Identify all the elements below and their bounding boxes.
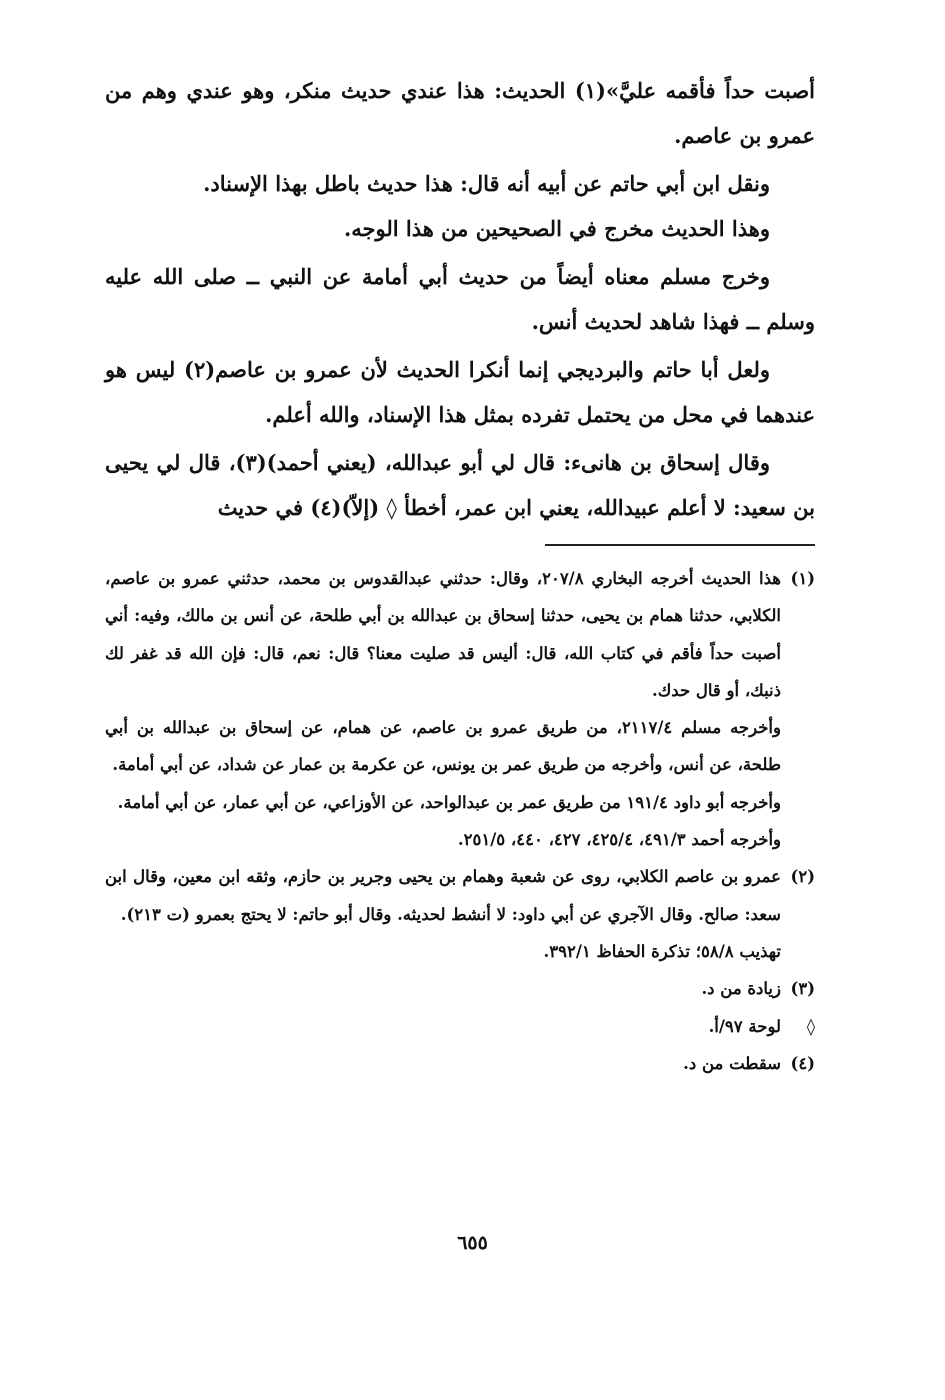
footnote-number: (٣)	[790, 979, 815, 999]
footnote-text: هذا الحديث أخرجه البخاري ٢٠٧/٨، وقال: حدثني عبدالقدوس بن محمد، حدثني عمرو بن عاصم، الكلابي، حدثنا همام بن يحيى، حدثنا إسحاق بن عبدالله بن أبي طلحة، عن أنس بن مالك، وفيه: أني أصبت حداً فأقم في كتاب الله، قال: أليس قد صليت معنا؟ قال: نعم، قال: فإن الله قد غفر لك ذنبك، أو قال حدك.	[105, 569, 781, 700]
paragraph: وخرج مسلم معناه أيضاً من حديث أبي أمامة عن النبي ــ صلى الله عليه وسلم ــ فهذا شاهد لحديث أنس.	[105, 264, 815, 334]
footnote-body	[105, 1008, 781, 1045]
footnote-3	[105, 970, 815, 1007]
footnote-page-marker	[105, 1008, 815, 1045]
footnote-text: سقطت من د.	[683, 1053, 781, 1073]
footnotes	[105, 560, 815, 1082]
footnote-body	[105, 858, 781, 970]
footnote-separator	[105, 530, 815, 560]
footnote-body	[105, 970, 781, 1007]
footnote-text: لوحة ٩٧/أ.	[708, 1016, 781, 1036]
footnote-number: (١)	[790, 569, 815, 588]
footnote-text: وأخرجه أحمد ٤٩١/٣، ٤٢٥/٤، ٤٢٧، ٤٤٠، ٢٥١/٥.	[457, 830, 781, 850]
footnote-body	[105, 1045, 781, 1082]
footnote-number: (٢)	[790, 867, 815, 887]
paragraph: ونقل ابن أبي حاتم عن أبيه أنه قال: هذا حديث باطل بهذا الإسناد.	[203, 171, 770, 196]
footnote-text: عمرو بن عاصم الكلابي، روى عن شعبة وهمام بن يحيى وجرير بن حازم، وثقه ابن معين، وقال ابن سعد: صالح. وقال الآجري عن أبي داود: لا أنشط لحديثه. وقال أبو حاتم: لا يحتج بعمرو (ت ٢١٣).	[105, 867, 781, 924]
footnote-2	[105, 858, 815, 970]
paragraph: ولعل أبا حاتم والبرديجي إنما أنكرا الحديث لأن عمرو بن عاصم(٢) ليس هو عندهما في محل من يحتمل تفرده بمثل هذا الإسناد، والله أعلم.	[105, 357, 815, 427]
page-number: ٦٥٥	[457, 1232, 488, 1254]
main-text	[105, 68, 815, 530]
footnote-text: وأخرجه أبو داود ١٩١/٤ من طريق عمر بن عبدالواحد، عن الأوزاعي، عن أبي عمار، عن أبي أمامة.	[117, 792, 781, 812]
paragraph: وهذا الحديث مخرج في الصحيحين من هذا الوجه.	[343, 216, 770, 241]
footnote-text: زيادة من د.	[701, 979, 781, 999]
page-marker-icon: ◊	[806, 1016, 815, 1036]
paragraph: أصبت حداً فأقمه عليَّ»(١) الحديث: هذا عندي حديث منكر، وهو عندي وهم من عمرو بن عاصم.	[105, 78, 815, 148]
book-page	[105, 68, 815, 1082]
footnote-1	[105, 560, 815, 858]
separator-line	[545, 544, 815, 546]
footnote-text: وأخرجه مسلم ٢١١٧/٤، من طريق عمرو بن عاصم، عن همام، عن إسحاق بن عبدالله بن أبي طلحة، عن أنس، وأخرجه من طريق عمر بن يونس، عن عكرمة بن عمار عن شداد، عن أبي أمامة.	[105, 718, 781, 775]
paragraph: وقال إسحاق بن هانىء: قال لي أبو عبدالله، (يعني أحمد)(٣)، قال لي يحيى بن سعيد: لا أعلم عبيدالله، يعني ابن عمر، أخطأ ◊ (إلاّ)(٤) في حديث	[105, 450, 815, 520]
footnote-number: (٤)	[790, 1053, 815, 1073]
footnote-text: تهذيب ٥٨/٨؛ تذكرة الحفاظ ٣٩٢/١.	[543, 941, 781, 961]
footnote-4	[105, 1045, 815, 1082]
footnote-body	[105, 560, 781, 858]
